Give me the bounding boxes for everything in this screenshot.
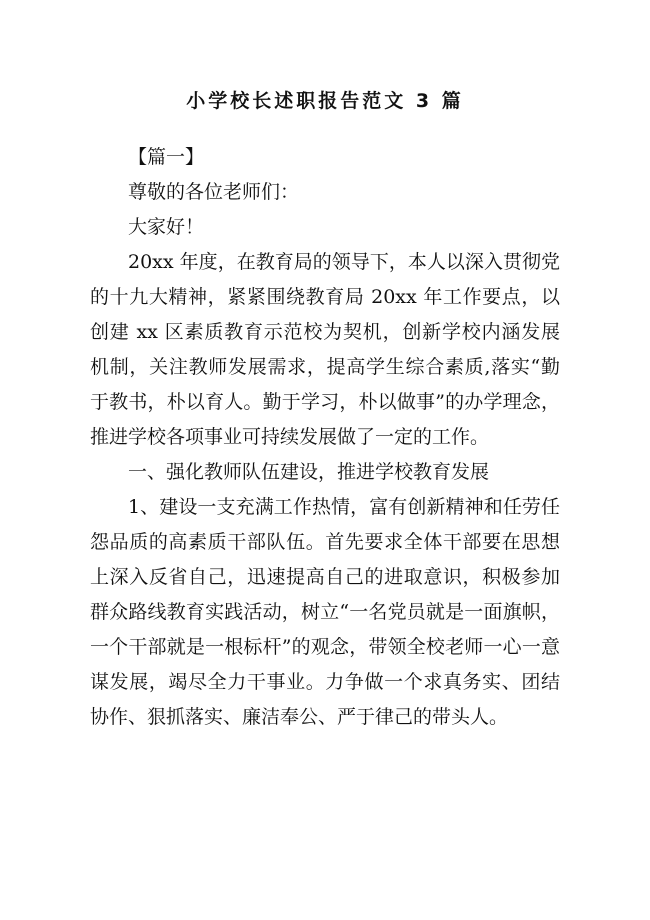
salutation: 尊敬的各位老师们： xyxy=(128,181,300,203)
document-body xyxy=(90,140,560,735)
paragraph: 1、建设一支充满工作热情，富有创新精神和任劳任怨品质的高素质干部队伍。首先要求全体干部要在思想上深入反省自己，迅速提高自己的进取意识，积极参加群众路线教育实践活动，树立“一名党员就是一面旗帜，一个干部就是一根标杆”的观念，带领全校老师一心一意谋发展，竭尽全力干事业。力争做一个求真务实、团结协作、狠抓落实、廉洁奉公、严于律己的带头人。 xyxy=(90,496,560,728)
paragraph: 20xx 年度，在教育局的领导下，本人以深入贯彻党的十九大精神，紧紧围绕教育局 20xx 年工作要点，以创建 xx 区素质教育示范校为契机，创新学校内涵发展机制，关注教师发展需求，提高学生综合素质,落实“勤于教书，朴以育人。勤于学习，朴以做事”的办学理念，推进学校各项事业可持续发展做了一定的工作。 xyxy=(90,251,560,448)
section-label: 【篇一】 xyxy=(128,146,205,168)
section-heading: 一、强化教师队伍建设，推进学校教育发展 xyxy=(128,461,490,483)
document-title: 小学校长述职报告范文 3 篇 xyxy=(186,90,464,112)
greeting: 大家好！ xyxy=(128,216,205,238)
